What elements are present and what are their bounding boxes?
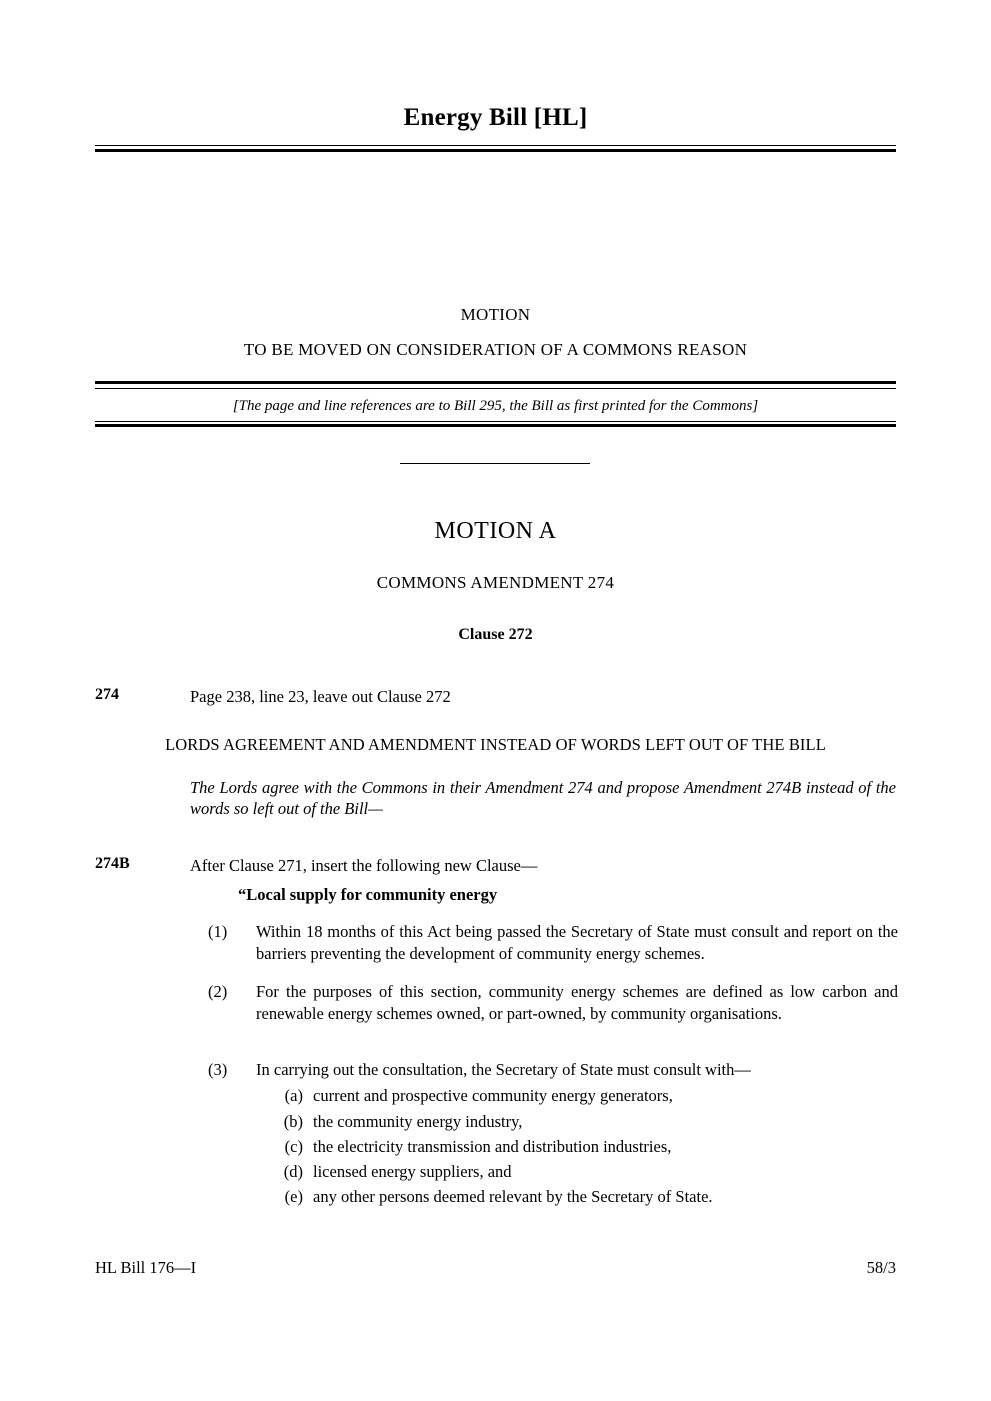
amendment-274b-number: 274B xyxy=(95,855,130,872)
lords-agreement-heading: LORDS AGREEMENT AND AMENDMENT INSTEAD OF WORDS LEFT OUT OF THE BILL xyxy=(165,735,826,754)
amendment-274b-row xyxy=(95,855,896,877)
subsection-3-marker: (3) xyxy=(208,1060,228,1079)
subsection-2-marker: (2) xyxy=(208,982,228,1001)
letter-item-b xyxy=(263,1111,898,1133)
letter-item-a-text: current and prospective community energy generators, xyxy=(313,1086,673,1105)
note-rule-top-thin xyxy=(95,388,896,389)
letter-item-b-text: the community energy industry, xyxy=(313,1112,523,1131)
subsection-1-text: Within 18 months of this Act being passed the Secretary of State must consult and report on the barriers preventing the development of community energy schemes. xyxy=(256,922,898,963)
letter-item-d-text: licensed energy suppliers, and xyxy=(313,1162,512,1181)
subsection-2 xyxy=(208,981,898,1025)
new-clause-title: “Local supply for community energy xyxy=(238,885,498,904)
letter-item-e-marker: (e) xyxy=(284,1187,303,1206)
letter-item-c-text: the electricity transmission and distribution industries, xyxy=(313,1137,672,1156)
page-title: Energy Bill [HL] xyxy=(403,104,588,131)
amendment-274-number: 274 xyxy=(95,686,119,703)
title-rule-thin xyxy=(95,145,896,146)
note-rule-bottom-thick xyxy=(95,424,896,427)
section-divider xyxy=(400,463,590,464)
title-rule-thick xyxy=(95,149,896,152)
amendment-274-text: Page 238, line 23, leave out Clause 272 xyxy=(190,687,451,706)
subsection-3 xyxy=(208,1059,898,1081)
subsection-1 xyxy=(208,921,898,965)
letter-item-e xyxy=(263,1186,898,1208)
letter-item-e-text: any other persons deemed relevant by the Secretary of State. xyxy=(313,1187,713,1206)
letter-item-b-marker: (b) xyxy=(283,1112,303,1131)
letter-item-d-marker: (d) xyxy=(283,1162,303,1181)
amendment-274b-text: After Clause 271, insert the following new Clause— xyxy=(190,856,538,875)
subsection-2-text: For the purposes of this section, community energy schemes are defined as low carbon and renewable energy schemes owned, or part-owned, by community organisations. xyxy=(256,982,898,1023)
page-line-reference-note: [The page and line references are to Bill 295, the Bill as first printed for the Commons] xyxy=(232,398,759,414)
letter-item-c-marker: (c) xyxy=(284,1137,303,1156)
motion-word: MOTION xyxy=(460,305,531,324)
lords-agreement-paragraph: The Lords agree with the Commons in their Amendment 274 and propose Amendment 274B instead of the words so left out of the Bill— xyxy=(190,778,896,819)
subsection-3-text: In carrying out the consultation, the Secretary of State must consult with— xyxy=(256,1060,751,1079)
footer-bill-number: HL Bill 176—I xyxy=(95,1258,197,1277)
letter-item-d xyxy=(263,1161,898,1183)
letter-item-a-marker: (a) xyxy=(284,1086,303,1105)
note-rule-top-thick xyxy=(95,381,896,384)
letter-item-c xyxy=(263,1136,898,1158)
letter-item-a xyxy=(263,1085,898,1107)
amendment-274-row xyxy=(95,686,896,708)
subsection-1-marker: (1) xyxy=(208,922,228,941)
motion-a-heading: MOTION A xyxy=(434,518,557,544)
motion-subtitle: TO BE MOVED ON CONSIDERATION OF A COMMONS REASON xyxy=(243,340,748,359)
clause-heading: Clause 272 xyxy=(458,626,533,643)
footer-page-number: 58/3 xyxy=(866,1258,896,1277)
note-rule-bottom-thin xyxy=(95,421,896,422)
commons-amendment-heading: COMMONS AMENDMENT 274 xyxy=(376,573,615,592)
